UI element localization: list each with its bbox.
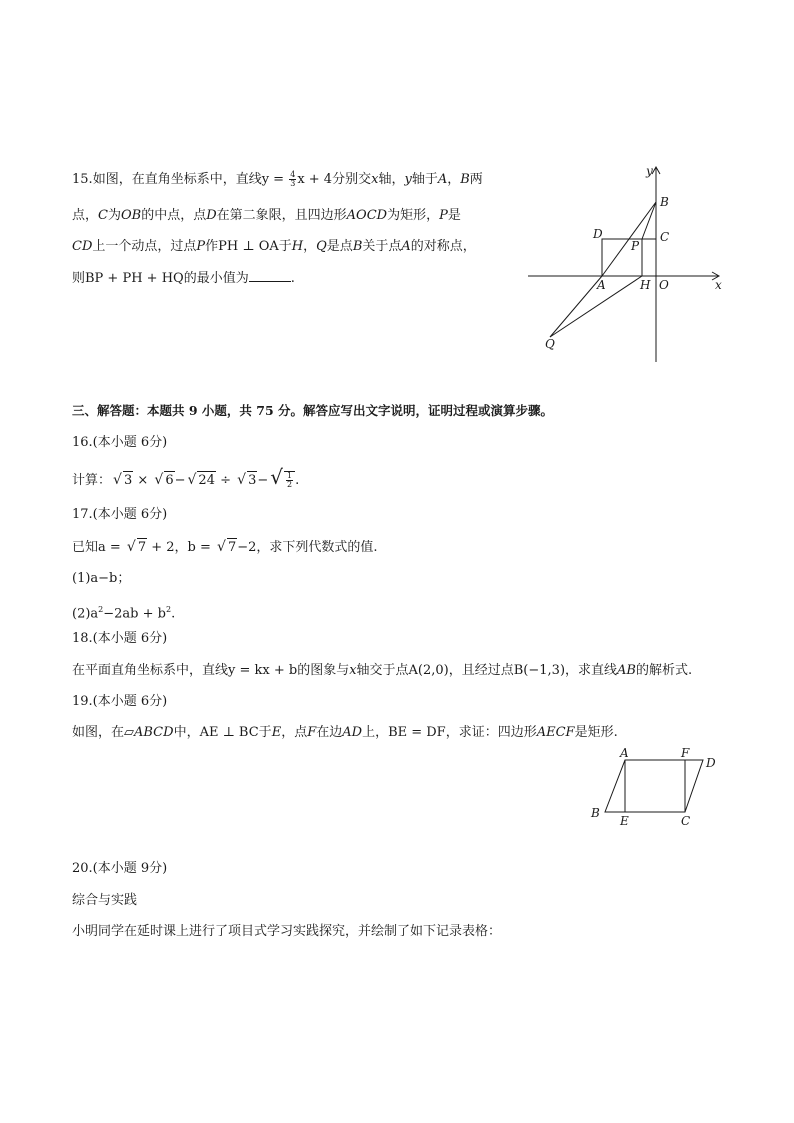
radicand: 6: [165, 473, 174, 488]
q16-title: 16.(本小题 6分): [72, 435, 168, 450]
operator: ×: [133, 473, 153, 488]
q15-text: .: [290, 271, 295, 286]
segment-AQ: [550, 276, 602, 337]
period: .: [171, 606, 176, 622]
var-AB: AB: [617, 663, 636, 678]
radicand: 7: [227, 540, 237, 555]
label-A: A: [597, 278, 606, 292]
label-D: D: [593, 227, 603, 241]
period: .: [295, 473, 300, 488]
radical-sign: √: [154, 472, 164, 488]
segment-HQ: [550, 276, 642, 337]
parallelogram-ABCD: [605, 760, 703, 812]
label-E: E: [620, 814, 629, 828]
q15-text: 则BP + PH + HQ的最小值为: [72, 271, 249, 286]
q19-title: 19.(本小题 6分): [72, 694, 168, 709]
label-B: B: [591, 806, 600, 820]
q15-text: 点，: [72, 208, 99, 223]
var-x: x: [349, 663, 357, 678]
q19-text-part: 上，BE = DF，求证：四边形: [362, 725, 537, 740]
parallelogram-figure: [585, 744, 725, 830]
q15-text: 是点: [326, 239, 353, 254]
q15-line-3: [72, 238, 476, 256]
var-CD: CD: [72, 239, 93, 254]
var-P: P: [439, 208, 448, 223]
q16-expression: [72, 465, 300, 490]
label-C: C: [681, 814, 691, 828]
radical-sign: √: [187, 472, 197, 488]
var-E: E: [271, 725, 282, 740]
q15-text: 分别交: [332, 172, 372, 187]
label-y: y: [646, 164, 653, 178]
rectangle-AOCD: [602, 239, 656, 276]
q15-text: 的中点，点: [141, 208, 207, 223]
q15-text: 两: [469, 172, 483, 187]
q18-text-part: 轴交于点A(2,0)，且经过点B(−1,3)，求直线: [356, 663, 618, 678]
radical-sign: √: [126, 539, 136, 555]
q20-subtitle: 综合与实践: [72, 893, 138, 908]
q15-fraction: [289, 171, 296, 188]
segment-BP: [642, 202, 656, 239]
q17-text: + 2，b =: [147, 540, 216, 555]
label-P: P: [631, 239, 640, 253]
q15-text: ，: [447, 172, 461, 187]
operator: −: [257, 473, 269, 488]
var-F: F: [307, 725, 317, 740]
q15-text: 是: [447, 208, 461, 223]
fraction-numerator: 1: [287, 471, 293, 480]
var-x: x: [371, 172, 379, 187]
var-ABCD: ABCD: [134, 725, 174, 740]
q17-text: (2)a: [72, 606, 99, 622]
q15-text: 轴于: [411, 172, 438, 187]
q17-given: [72, 538, 378, 557]
q19-text-part: 是矩形.: [574, 725, 618, 740]
var-AECF: AECF: [536, 725, 575, 740]
answer-blank[interactable]: [249, 271, 291, 282]
q20-text: 小明同学在延时课上进行了项目式学习实践探究，并绘制了如下记录表格：: [72, 924, 502, 939]
label-F: F: [681, 746, 690, 760]
fraction-numerator: 4: [290, 170, 296, 179]
q18-text-part: 在平面直角坐标系中，直线y = kx + b的图象与: [72, 663, 350, 678]
q15-text: 为矩形，: [387, 208, 440, 223]
radicand: 7: [137, 540, 147, 555]
fraction: [286, 472, 293, 489]
q15-text: ，: [303, 239, 317, 254]
q17-title: 17.(本小题 6分): [72, 507, 168, 522]
q19-text: [72, 724, 618, 742]
label-O: O: [659, 278, 669, 292]
q17-text: 已知a =: [72, 540, 125, 555]
radicand: 3: [123, 473, 133, 488]
exponent: 2: [165, 605, 172, 614]
q19-text-part: ，点: [281, 725, 308, 740]
var-Q: Q: [316, 239, 327, 254]
radical-sign: √: [237, 472, 247, 488]
label-B: B: [660, 195, 669, 209]
label-A: A: [620, 746, 629, 760]
var-OB: OB: [120, 208, 142, 223]
q15-number: 15.: [72, 172, 93, 187]
q15-line-4: [72, 270, 295, 288]
radicand-fraction: [284, 471, 295, 490]
radicand: 24: [198, 473, 215, 488]
q15-text: 轴，: [378, 172, 405, 187]
q18-title: 18.(本小题 6分): [72, 631, 168, 646]
q15-line-2: [72, 207, 461, 225]
var-D: D: [206, 208, 217, 223]
var-H: H: [291, 239, 304, 254]
q19-text-part: 如图，在▱: [72, 725, 134, 740]
q15-text: 关于点: [362, 239, 402, 254]
q15-text: 为: [107, 208, 121, 223]
operator: ÷: [215, 473, 236, 488]
q15-equation: y =: [261, 172, 289, 187]
fraction-denominator: 3: [290, 179, 296, 188]
fraction-denominator: 2: [287, 480, 293, 489]
q15-equation-rest: x + 4: [297, 172, 333, 187]
q17-part-1: (1)a−b；: [72, 571, 131, 586]
q17-part-2: [72, 601, 175, 623]
radical-sign: √: [270, 465, 283, 489]
radical-sign: √: [113, 472, 122, 488]
coordinate-figure: [520, 160, 760, 370]
q20-title: 20.(本小题 9分): [72, 861, 168, 876]
var-P: P: [196, 239, 206, 254]
q15-text: 的对称点，: [410, 239, 476, 254]
q15-text: 在第二象限，且四边形: [216, 208, 347, 223]
var-y: y: [404, 172, 412, 187]
q15-text: 如图，在直角坐标系中，直线: [92, 172, 262, 187]
label-C: C: [660, 230, 670, 244]
radicand: 3: [248, 473, 257, 488]
q15-line-1: [72, 171, 483, 189]
q15-text: 作PH ⊥ OA于: [205, 239, 292, 254]
exponent: 2: [98, 605, 104, 614]
var-AD: AD: [342, 725, 363, 740]
label-D: D: [706, 756, 716, 770]
label-x: x: [715, 278, 722, 292]
q15-text: 上一个动点，过点: [92, 239, 197, 254]
q18-text-part: 的解析式.: [635, 663, 693, 678]
q19-text-part: 中，AE ⊥ BC于: [173, 725, 272, 740]
label-Q: Q: [545, 337, 555, 351]
q19-text-part: 在边: [316, 725, 343, 740]
var-A: A: [437, 172, 448, 187]
q17-text: −2ab + b: [103, 606, 166, 622]
operator: −: [174, 473, 186, 488]
section-heading: 三、解答题：本题共 9 小题，共 75 分。解答应写出文字说明，证明过程或演算步骤。: [72, 403, 554, 418]
var-AOCD: AOCD: [346, 208, 388, 223]
label-H: H: [640, 278, 651, 292]
q17-text: −2，求下列代数式的值.: [237, 540, 378, 555]
q18-text: [72, 662, 692, 680]
var-C: C: [98, 208, 108, 223]
var-B: B: [352, 239, 363, 254]
q16-label: 计算：: [72, 473, 112, 488]
var-B: B: [460, 172, 470, 187]
radical-sign: √: [217, 539, 226, 555]
var-A: A: [401, 239, 411, 254]
